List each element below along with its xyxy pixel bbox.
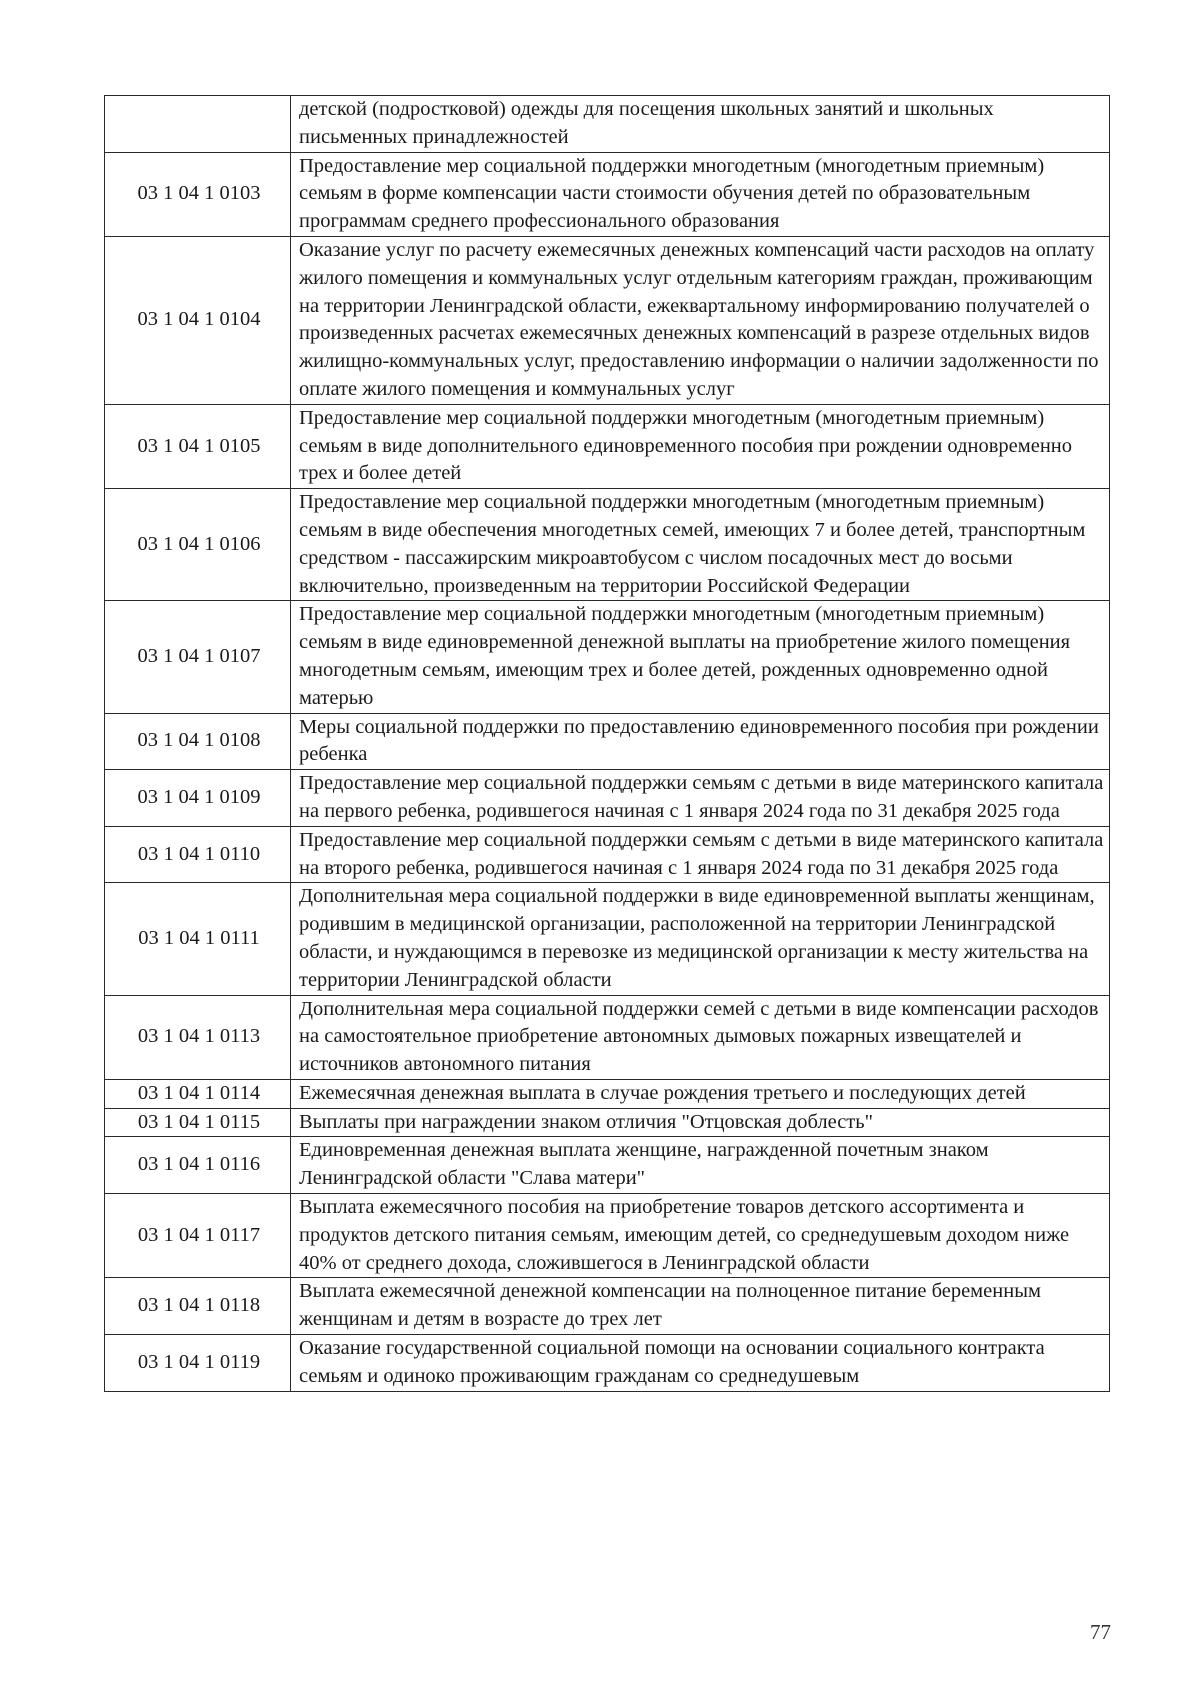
row-description: Выплата ежемесячного пособия на приобретение товаров детского ассортимента и продуктов детского питания семьям, имеющим детей, со среднедушевым доходом ниже 40% от среднего дохода, сложившегося в Ленинградской области <box>291 1194 1110 1278</box>
table-row <box>105 713 1110 770</box>
row-description: Предоставление мер социальной поддержки многодетным (многодетным приемным) семьям в виде единовременной денежной выплаты на приобретение жилого помещения многодетным семьям, имеющим трех и более детей, рожденных одновременно одной матерью <box>291 601 1110 713</box>
row-code: 03 1 04 1 0116 <box>105 1137 291 1194</box>
row-code: 03 1 04 1 0109 <box>105 770 291 827</box>
row-description: Выплаты при награждении знаком отличия "Отцовская доблесть" <box>291 1108 1110 1137</box>
row-code: 03 1 04 1 0111 <box>105 883 291 995</box>
row-description: Ежемесячная денежная выплата в случае рождения третьего и последующих детей <box>291 1079 1110 1108</box>
table-row <box>105 826 1110 883</box>
row-description: Меры социальной поддержки по предоставлению единовременного пособия при рождении ребенка <box>291 713 1110 770</box>
row-code: 03 1 04 1 0119 <box>105 1335 291 1392</box>
table-row <box>105 1278 1110 1335</box>
table-row <box>105 152 1110 236</box>
row-description: Выплата ежемесячной денежной компенсации на полноценное питание беременным женщинам и детям в возрасте до трех лет <box>291 1278 1110 1335</box>
row-description: Предоставление мер социальной поддержки семьям с детьми в виде материнского капитала на второго ребенка, родившегося начиная с 1 января 2024 года по 31 декабря 2025 года <box>291 826 1110 883</box>
row-description: Оказание услуг по расчету ежемесячных денежных компенсаций части расходов на оплату жилого помещения и коммунальных услуг отдельным категориям граждан, проживающим на территории Ленинградской области, ежеквартальному информированию получателей о произведенных расчетах ежемесячных денежных компенсаций в разрезе отдельных видов жилищно-коммунальных услуг, предоставлению информации о наличии задолженности по оплате жилого помещения и коммунальных услуг <box>291 236 1110 404</box>
row-code <box>105 96 291 153</box>
row-description: Предоставление мер социальной поддержки многодетным (многодетным приемным) семьям в виде обеспечения многодетных семей, имеющих 7 и более детей, транспортным средством - пассажирским микроавтобусом с числом посадочных мест до восьми включительно, произведенным на территории Российской Федерации <box>291 489 1110 601</box>
table-row <box>105 1335 1110 1392</box>
row-description: Предоставление мер социальной поддержки многодетным (многодетным приемным) семьям в виде дополнительного единовременного пособия при рождении одновременно трех и более детей <box>291 404 1110 488</box>
row-description: Предоставление мер социальной поддержки многодетным (многодетным приемным) семьям в форме компенсации части стоимости обучения детей по образовательным программам среднего профессионального образования <box>291 152 1110 236</box>
row-description: Оказание государственной социальной помощи на основании социального контракта семьям и одиноко проживающим гражданам со среднедушевым <box>291 1335 1110 1392</box>
row-code: 03 1 04 1 0114 <box>105 1079 291 1108</box>
table-row <box>105 236 1110 404</box>
row-code: 03 1 04 1 0118 <box>105 1278 291 1335</box>
table-row <box>105 96 1110 153</box>
table-row <box>105 489 1110 601</box>
table-row <box>105 995 1110 1079</box>
row-description: Предоставление мер социальной поддержки семьям с детьми в виде материнского капитала на первого ребенка, родившегося начиная с 1 января 2024 года по 31 декабря 2025 года <box>291 770 1110 827</box>
table-row <box>105 1079 1110 1108</box>
table-row <box>105 1194 1110 1278</box>
row-code: 03 1 04 1 0105 <box>105 404 291 488</box>
table-row <box>105 1137 1110 1194</box>
row-code: 03 1 04 1 0104 <box>105 236 291 404</box>
row-description: Дополнительная мера социальной поддержки семей с детьми в виде компенсации расходов на самостоятельное приобретение автономных дымовых пожарных извещателей и источников автономного питания <box>291 995 1110 1079</box>
row-description: Дополнительная мера социальной поддержки в виде единовременной выплаты женщинам, родившим в медицинской организации, расположенной на территории Ленинградской области, и нуждающимся в перевозке из медицинской организации к месту жительства на территории Ленинградской области <box>291 883 1110 995</box>
table-row <box>105 404 1110 488</box>
row-code: 03 1 04 1 0108 <box>105 713 291 770</box>
row-code: 03 1 04 1 0107 <box>105 601 291 713</box>
row-code: 03 1 04 1 0103 <box>105 152 291 236</box>
table-row <box>105 883 1110 995</box>
table-row <box>105 1108 1110 1137</box>
row-code: 03 1 04 1 0113 <box>105 995 291 1079</box>
table-row <box>105 770 1110 827</box>
table-row <box>105 601 1110 713</box>
row-code: 03 1 04 1 0110 <box>105 826 291 883</box>
page-number: 77 <box>1090 1620 1111 1644</box>
row-description: детской (подростковой) одежды для посещения школьных занятий и школьных письменных принадлежностей <box>291 96 1110 153</box>
row-code: 03 1 04 1 0117 <box>105 1194 291 1278</box>
row-description: Единовременная денежная выплата женщине, награжденной почетным знаком Ленинградской области "Слава матери" <box>291 1137 1110 1194</box>
row-code: 03 1 04 1 0106 <box>105 489 291 601</box>
budget-codes-table <box>104 95 1110 1392</box>
row-code: 03 1 04 1 0115 <box>105 1108 291 1137</box>
